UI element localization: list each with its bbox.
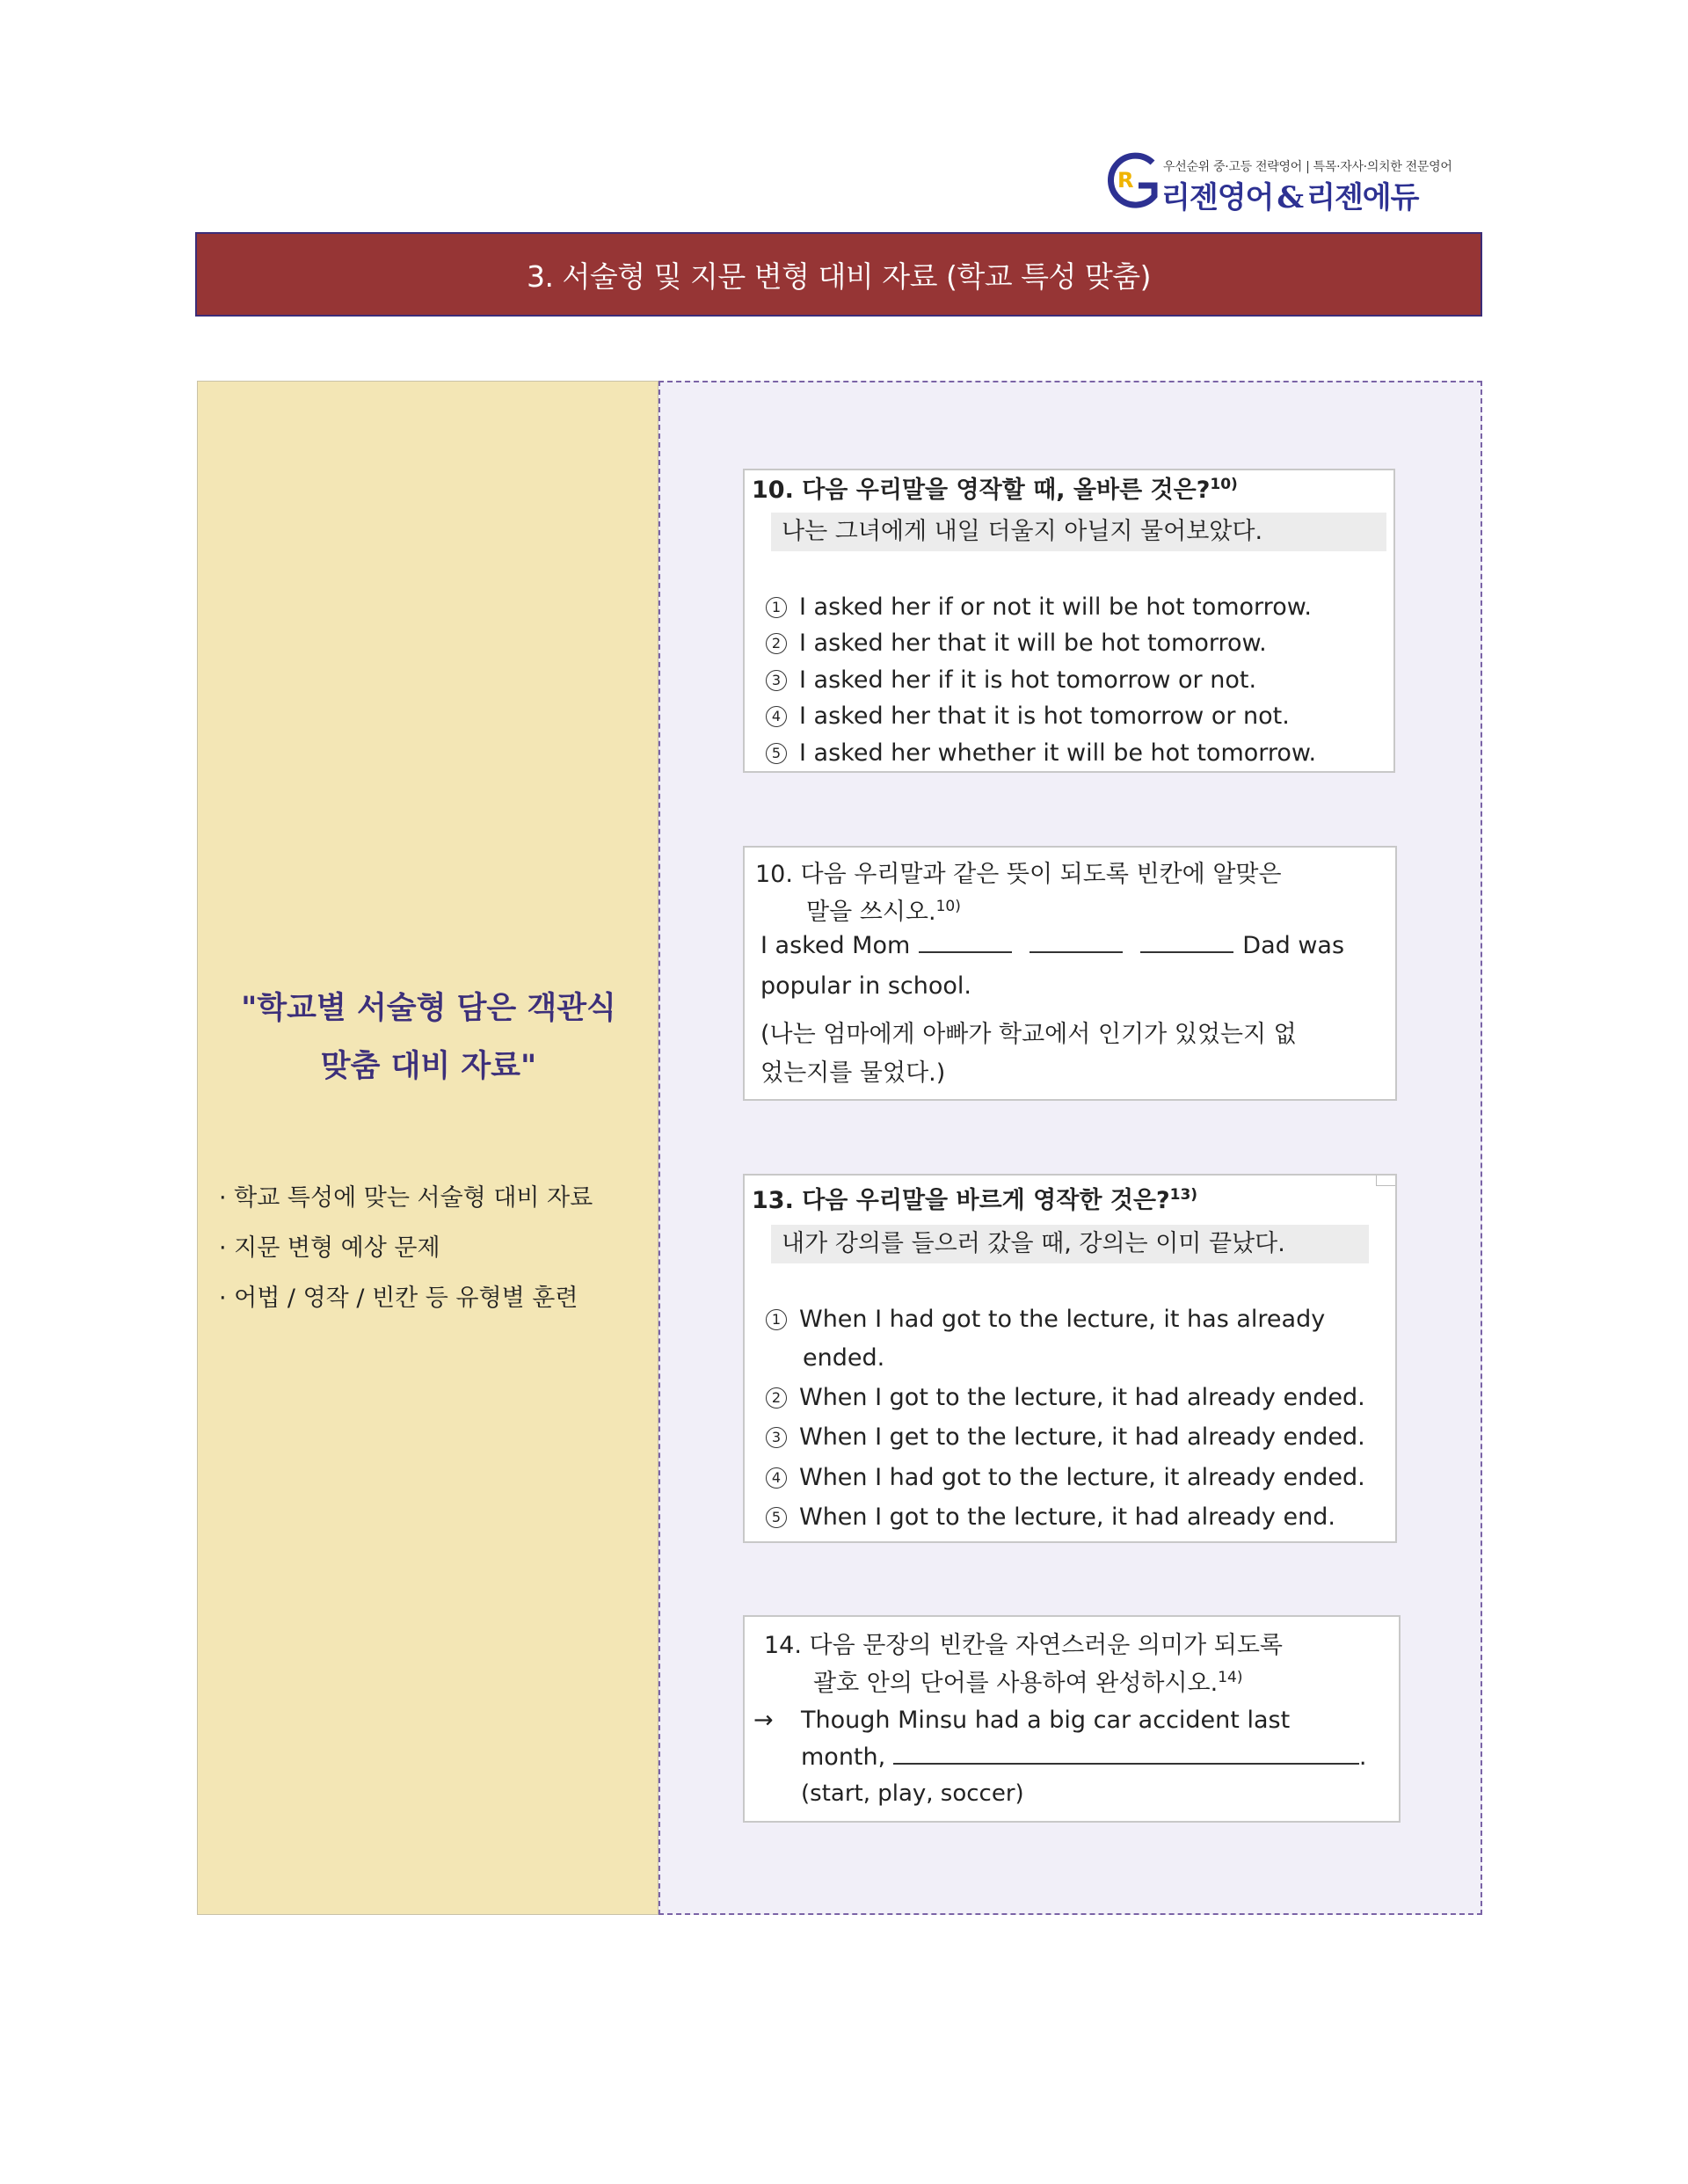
option-text: When I get to the lecture, it had already ended. bbox=[799, 1423, 1365, 1451]
logo-r-letter: R bbox=[1117, 168, 1134, 193]
korean-prompt-text: 내가 강의를 들으러 갔을 때, 강의는 이미 끝났다. bbox=[782, 1230, 1285, 1257]
question-title-line2 bbox=[755, 892, 1282, 927]
korean-translation-line2: 었는지를 물었다.) bbox=[760, 1059, 946, 1087]
question-title bbox=[764, 1626, 1283, 1698]
feature-bullet: · 어법 / 영작 / 빈칸 등 유형별 훈련 bbox=[219, 1285, 578, 1312]
option-text: When I had got to the lecture, it has already bbox=[799, 1306, 1326, 1333]
logo-brand-main: 리젠영어 bbox=[1161, 180, 1274, 215]
option-number-icon: 4 bbox=[766, 706, 787, 727]
question-title bbox=[755, 855, 1282, 927]
question-box-q10-fill-blank bbox=[743, 846, 1397, 1101]
korean-prompt-text: 나는 그녀에게 내일 더울지 아닐지 물어보았다. bbox=[782, 518, 1263, 545]
feature-bullet-list bbox=[219, 1173, 593, 1323]
korean-prompt bbox=[771, 1225, 1369, 1263]
footnote-ref: 10) bbox=[1210, 476, 1238, 493]
answer-option[interactable] bbox=[766, 1423, 1365, 1451]
answer-option[interactable] bbox=[766, 703, 1290, 730]
sentence-start: month, bbox=[801, 1744, 886, 1771]
option-text: I asked her whether it will be hot tomorrow. bbox=[799, 739, 1317, 767]
answer-option[interactable] bbox=[766, 666, 1256, 694]
answer-option[interactable] bbox=[766, 630, 1267, 657]
question-box-q14-completion bbox=[743, 1615, 1401, 1823]
answer-option[interactable] bbox=[766, 593, 1312, 621]
option-number-icon: 5 bbox=[766, 1507, 787, 1528]
option-number-icon: 5 bbox=[766, 743, 787, 764]
option-text: When I got to the lecture, it had already end. bbox=[799, 1503, 1335, 1531]
logo-brand-edu: 리젠에듀 bbox=[1306, 180, 1419, 215]
korean-prompt bbox=[771, 513, 1386, 551]
answer-option[interactable] bbox=[766, 1306, 1325, 1333]
logo-brand-text bbox=[1161, 173, 1418, 216]
right-questions-panel bbox=[658, 381, 1482, 1915]
option-number-icon: 4 bbox=[766, 1467, 787, 1489]
corner-mark bbox=[1376, 1176, 1395, 1186]
section-title-bar bbox=[195, 232, 1482, 317]
option-number-icon: 3 bbox=[766, 1427, 787, 1448]
answer-option[interactable] bbox=[766, 739, 1316, 767]
option-text: When I had got to the lecture, it already ended. bbox=[799, 1464, 1365, 1491]
question-title-line1: 10. 다음 우리말과 같은 뜻이 되도록 빈칸에 알맞은 bbox=[755, 861, 1282, 888]
feature-bullet: · 지문 변형 예상 문제 bbox=[219, 1234, 440, 1262]
sentence-with-blanks bbox=[760, 932, 1344, 959]
question-title bbox=[752, 1181, 1197, 1215]
logo-g-mark-icon bbox=[1103, 150, 1161, 214]
logo-brand-amp: & bbox=[1277, 180, 1304, 215]
left-heading-line1: "학교별 서술형 담은 객관식 bbox=[241, 991, 616, 1026]
answer-blank[interactable] bbox=[1030, 934, 1123, 953]
answer-blank[interactable] bbox=[1140, 934, 1233, 953]
answer-blank[interactable] bbox=[919, 934, 1012, 953]
option-number-icon: 2 bbox=[766, 1387, 787, 1409]
question-title-text: 13. 다음 우리말을 바르게 영작한 것은? bbox=[752, 1187, 1170, 1214]
logo-tagline: 우선순위 중·고등 전략영어 | 특목·자사·의치한 전문영어 bbox=[1163, 160, 1452, 174]
question-title bbox=[752, 470, 1238, 505]
given-words: (start, play, soccer) bbox=[801, 1780, 1024, 1807]
arrow-icon: → bbox=[753, 1707, 774, 1734]
brand-logo bbox=[1103, 145, 1481, 215]
answer-option[interactable] bbox=[766, 1384, 1365, 1411]
question-box-q13-translation bbox=[743, 1174, 1397, 1543]
option-text-continued: ended. bbox=[803, 1344, 885, 1372]
sentence-line1: Though Minsu had a big car accident last bbox=[801, 1707, 1291, 1734]
question-box-q10-translation bbox=[743, 469, 1395, 773]
sentence-end: Dad was bbox=[1242, 932, 1345, 959]
option-text: I asked her that it will be hot tomorrow. bbox=[799, 630, 1267, 657]
question-title-line2-text: 말을 쓰시오. bbox=[806, 899, 936, 926]
left-panel-heading bbox=[198, 979, 659, 1096]
footnote-ref: 13) bbox=[1169, 1186, 1198, 1204]
answer-option[interactable] bbox=[766, 1464, 1365, 1491]
question-title-line2 bbox=[764, 1663, 1283, 1698]
korean-translation-line1: (나는 엄마에게 아빠가 학교에서 인기가 있었는지 없 bbox=[760, 1021, 1297, 1048]
left-heading-line2: 맞춤 대비 자료" bbox=[320, 1049, 537, 1084]
answer-blank[interactable] bbox=[893, 1745, 1359, 1765]
footnote-ref: 10) bbox=[935, 898, 961, 915]
option-text: I asked her if or not it will be hot tomorrow. bbox=[799, 593, 1312, 621]
section-title: 3. 서술형 및 지문 변형 대비 자료 (학교 특성 맞춤) bbox=[527, 258, 1151, 294]
option-number-icon: 1 bbox=[766, 597, 787, 618]
option-number-icon: 3 bbox=[766, 670, 787, 691]
sentence-line2 bbox=[801, 1744, 1366, 1771]
answer-option[interactable] bbox=[766, 1503, 1335, 1531]
question-title-text: 10. 다음 우리말을 영작할 때, 올바른 것은? bbox=[752, 477, 1211, 504]
question-title-line1: 14. 다음 문장의 빈칸을 자연스러운 의미가 되도록 bbox=[764, 1632, 1283, 1659]
option-text: I asked her if it is hot tomorrow or not. bbox=[799, 666, 1257, 694]
feature-bullet: · 학교 특성에 맞는 서술형 대비 자료 bbox=[219, 1184, 593, 1212]
sentence-line2: popular in school. bbox=[760, 972, 971, 1000]
footnote-ref: 14) bbox=[1218, 1669, 1243, 1686]
option-text: When I got to the lecture, it had already ended. bbox=[799, 1384, 1365, 1411]
sentence-end: . bbox=[1358, 1744, 1367, 1771]
option-number-icon: 2 bbox=[766, 633, 787, 654]
sentence-start: I asked Mom bbox=[760, 932, 911, 959]
option-number-icon: 1 bbox=[766, 1309, 787, 1330]
left-description-panel bbox=[197, 381, 658, 1915]
option-text: I asked her that it is hot tomorrow or not. bbox=[799, 703, 1290, 730]
question-title-line2-text: 괄호 안의 단어를 사용하여 완성하시오. bbox=[813, 1670, 1219, 1697]
